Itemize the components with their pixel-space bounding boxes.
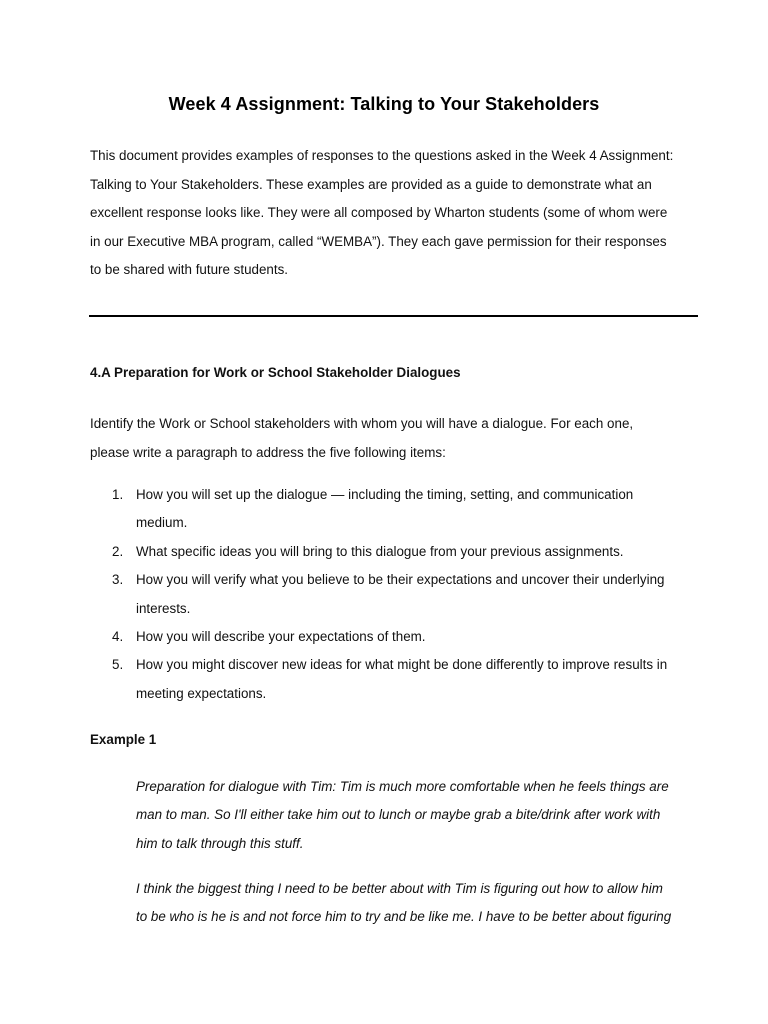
- section-heading: 4.A Preparation for Work or School Stakeholder Dialogues: [90, 365, 461, 380]
- list-item-text: How you might discover new ideas for what might be done differently to improve results in: [136, 657, 668, 673]
- list-item: [90, 566, 710, 623]
- horizontal-divider: [89, 315, 698, 317]
- example-line: him to talk through this stuff.: [136, 835, 304, 851]
- prompt-line: please write a paragraph to address the five following items:: [90, 444, 446, 460]
- example-line: man to man. So I'll either take him out to lunch or maybe grab a bite/drink after work with: [136, 807, 661, 823]
- list-item-text: interests.: [136, 600, 191, 616]
- list-item-text: How you will verify what you believe to be their expectations and uncover their underlying: [136, 572, 665, 588]
- list-item-text: How you will set up the dialogue — including the timing, setting, and communication: [136, 487, 634, 502]
- list-item-text: What specific ideas you will bring to this dialogue from your previous assignments.: [136, 543, 624, 559]
- list-item-number: 4.: [112, 629, 124, 645]
- intro-line: Talking to Your Stakeholders. These examples are provided as a guide to demonstrate what an: [90, 176, 652, 192]
- numbered-item-list: [90, 481, 710, 708]
- example-line: Preparation for dialogue with Tim: Tim is much more comfortable when he feels things are: [136, 779, 669, 794]
- list-item: [90, 538, 710, 566]
- list-item-number: 5.: [112, 657, 124, 673]
- prompt-line: Identify the Work or School stakeholders with whom you will have a dialogue. For each one,: [90, 416, 634, 431]
- list-item-number: 3.: [112, 572, 124, 588]
- intro-line: excellent response looks like. They were all composed by Wharton students (some of whom were: [90, 205, 668, 221]
- list-item-number: 2.: [112, 543, 124, 559]
- list-item: [90, 623, 710, 651]
- list-item: [90, 481, 710, 538]
- prompt-paragraph: [90, 410, 710, 467]
- list-item-text: meeting expectations.: [136, 685, 267, 701]
- list-item-text: medium.: [136, 515, 188, 531]
- intro-line: This document provides examples of responses to the questions asked in the Week 4 Assignment:: [90, 148, 674, 163]
- intro-line: to be shared with future students.: [90, 262, 289, 278]
- example-paragraph: [136, 773, 736, 858]
- list-item: [90, 651, 710, 708]
- example-paragraph: [136, 875, 736, 932]
- example-line: to be who is he is and not force him to try and be like me. I have to be better about figuring: [136, 909, 672, 925]
- intro-paragraph: [90, 142, 700, 285]
- example-line: I think the biggest thing I need to be better about with Tim is figuring out how to allow him: [136, 881, 663, 896]
- list-item-number: 1.: [112, 487, 124, 502]
- example-heading: Example 1: [90, 732, 157, 747]
- list-item-text: How you will describe your expectations of them.: [136, 629, 426, 645]
- intro-line: in our Executive MBA program, called “WEMBA”). They each gave permission for their responses: [90, 233, 667, 249]
- document-title: Week 4 Assignment: Talking to Your Stakeholders: [168, 94, 600, 114]
